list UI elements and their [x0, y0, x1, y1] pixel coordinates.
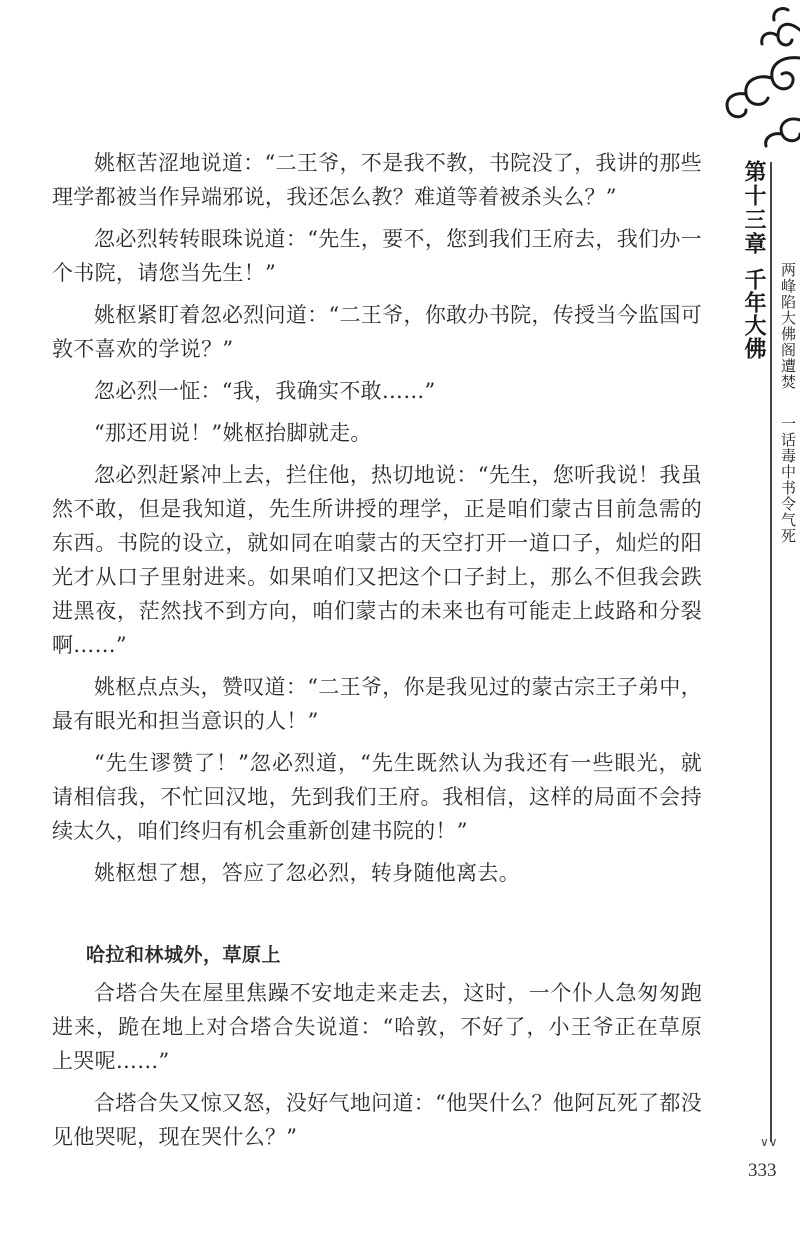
paragraph: 忽必烈一怔：“我，我确实不敢……” — [94, 379, 436, 403]
section-heading: 哈拉和林城外，草原上 — [86, 944, 282, 966]
book-title: 千年大佛 — [748, 268, 770, 360]
page-marker-icon: ∨∨ — [760, 1135, 778, 1149]
paragraph: 姚枢紧盯着忽必烈问道：“二王爷，你敢办书院，传授当今监国可敦不喜欢的学说？” — [52, 303, 702, 361]
page-number: 333 — [748, 1160, 777, 1181]
paragraph: 姚枢苦涩地说道：“二王爷，不是我不教，书院没了，我讲的那些理学都被当作异端邪说，我还怎么教？难道等着被杀头么？” — [52, 151, 702, 209]
paragraph: 合塔合失在屋里焦躁不安地走来走去，这时，一个仆人急匆匆跑进来，跪在地上对合塔合失说道：“哈敦，不好了，小王爷正在草原上哭呢……” — [52, 981, 702, 1073]
body-text — [52, 146, 702, 1162]
vertical-rule — [770, 162, 772, 1142]
paragraph: 合塔合失又惊又怒，没好气地问道：“他哭什么？他阿瓦死了都没见他哭呢，现在哭什么？” — [52, 1091, 702, 1149]
chapter-subtitle-1: 两峰陷大佛阁遭焚 — [779, 262, 797, 390]
paragraph: 忽必烈赶紧冲上去，拦住他，热切地说：“先生，您听我说！我虽然不敢，但是我知道，先生所讲授的理学，正是咱们蒙古目前急需的东西。书院的设立，就如同在咱蒙古的天空打开一道口子，灿烂的阳光才从口子里射进来。如果咱们又把这个口子封上，那么不但我会跌进黑夜，茫然找不到方向，咱们蒙古的未来也有可能走上歧路和分裂啊……” — [52, 463, 702, 657]
chapter-subtitle-2: 一话毒中书令气死 — [779, 416, 797, 544]
paragraph: “先生谬赞了！”忽必烈道，“先生既然认为我还有一些眼光，就请相信我，不忙回汉地，先到我们王府。我相信，这样的局面不会持续太久，咱们终归有机会重新创建书院的！” — [52, 751, 702, 843]
paragraph: “那还用说！”姚枢抬脚就走。 — [94, 421, 372, 445]
chapter-sidebar — [712, 0, 800, 1249]
paragraph: 姚枢想了想，答应了忽必烈，转身随他离去。 — [94, 861, 520, 885]
paragraph: 姚枢点点头，赞叹道：“二王爷，你是我见过的蒙古宗王子弟中，最有眼光和担当意识的人！” — [52, 675, 702, 733]
chapter-label: 第十三章 — [748, 160, 770, 256]
cloud-ornament-icon — [712, 0, 800, 150]
paragraph: 忽必烈转转眼珠说道：“先生，要不，您到我们王府去，我们办一个书院，请您当先生！” — [52, 227, 702, 285]
